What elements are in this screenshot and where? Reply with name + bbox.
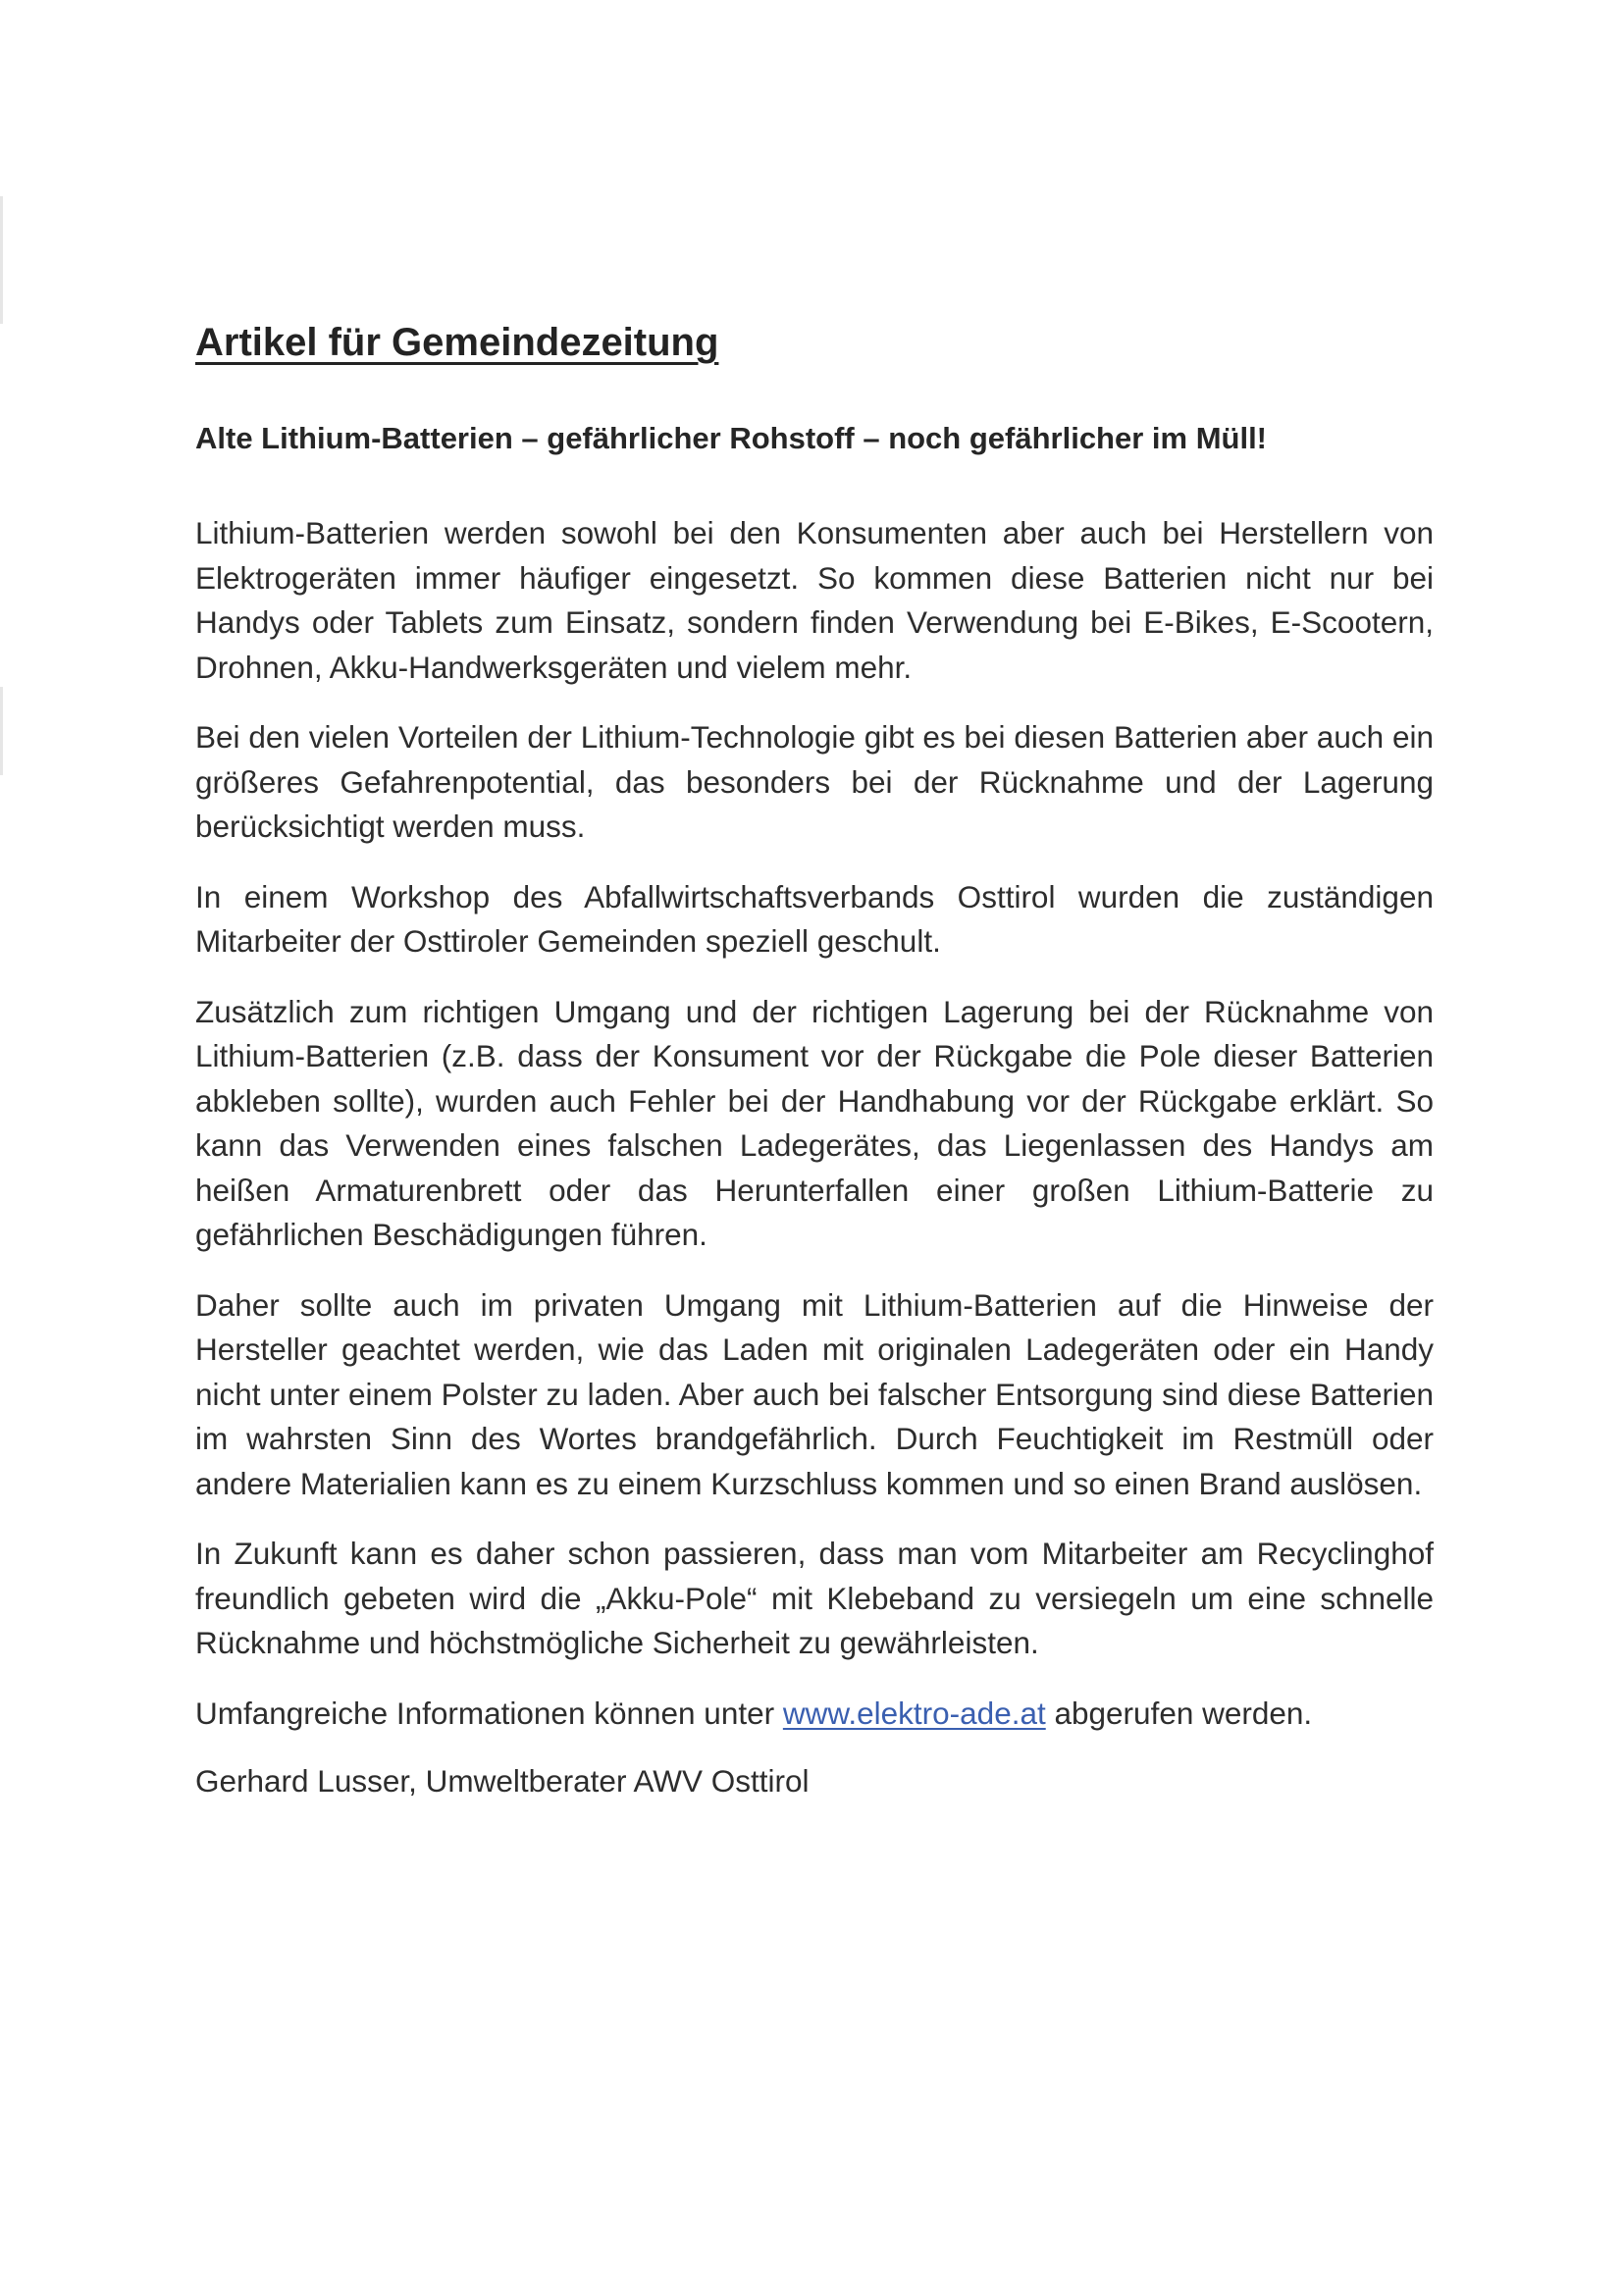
info-text-after: abgerufen werden. [1045, 1695, 1313, 1731]
signature: Gerhard Lusser, Umweltberater AWV Osttirol [195, 1763, 810, 1799]
paragraph-intro: Lithium-Batterien werden sowohl bei den Konsumenten aber auch bei Herstellern von Elektrogeräten immer häufiger eingesetzt. So kommen diese Batterien nicht nur bei Handys oder Tablets zum Einsatz, sondern finden Verwendung bei E-Bikes, E-Scootern, Drohnen, Akku-Handwerksgeräten und vielem mehr. [195, 515, 1434, 685]
paragraph-future: In Zukunft kann es daher schon passieren, dass man vom Mitarbeiter am Recyclinghof freundlich gebeten wird die „Akku-Pole“ mit Klebeband zu versiegeln um eine schnelle Rücknahme und höchstmögliche Sicherheit zu gewährleisten. [195, 1536, 1434, 1660]
scan-edge-mark [0, 196, 3, 324]
paragraph-workshop: In einem Workshop des Abfallwirtschaftsverbands Osttirol wurden die zuständigen Mitarbeiter der Osttiroler Gemeinden speziell geschult. [195, 878, 1434, 959]
website-link[interactable]: www.elektro-ade.at [782, 1695, 1046, 1731]
article-body [195, 319, 1434, 1830]
paragraph-private-use: Daher sollte auch im privaten Umgang mit Lithium-Batterien auf die Hinweise der Hersteller geachtet werden, wie das Laden mit originalen Ladegeräten oder ein Handy nicht unter einem Polster zu laden. Aber auch bei falscher Entsorgung sind diese Batterien im wahrsten Sinn des Wortes brandgefährlich. Durch Feuchtigkeit im Restmüll oder andere Materialien kann es zu einem Kurzschluss kommen und so einen Brand auslösen. [195, 1286, 1434, 1501]
info-line [195, 1692, 1434, 1737]
paragraph-handling: Zusätzlich zum richtigen Umgang und der richtigen Lagerung bei der Rücknahme von Lithium-Batterien (z.B. dass der Konsument vor der Rückgabe die Pole dieser Batterien abkleben sollte), wurden auch Fehler bei der Handhabung vor der Rückgabe erklärt. So kann das Verwenden eines falschen Ladegerätes, das Liegenlassen des Handys am heißen Armaturenbrett oder das Herunterfallen einer großen Lithium-Batterie zu gefährlichen Beschädigungen führen. [195, 993, 1434, 1252]
document-title: Artikel für Gemeindezeitung [195, 321, 719, 364]
paragraph-risk: Bei den vielen Vorteilen der Lithium-Technologie gibt es bei diesen Batterien aber auch ein größeres Gefahrenpotential, das besonders bei der Rücknahme und der Lagerung berücksichtigt werden muss. [195, 719, 1434, 844]
info-text-before: Umfangreiche Informationen können unter [195, 1695, 783, 1731]
scan-edge-mark [0, 687, 3, 775]
article-headline: Alte Lithium-Batterien – gefährlicher Rohstoff – noch gefährlicher im Müll! [195, 421, 1268, 455]
